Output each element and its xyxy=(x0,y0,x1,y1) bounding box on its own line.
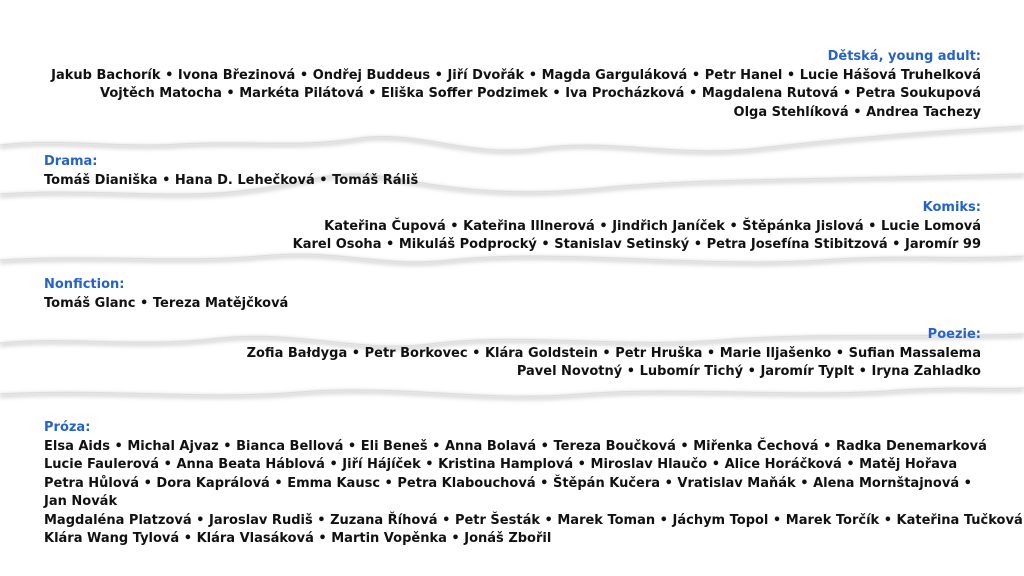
author-name: Markéta Pilátová xyxy=(239,86,364,101)
author-name: Ondřej Buddeus xyxy=(312,67,431,83)
name-line xyxy=(44,295,288,314)
bullet-separator: • xyxy=(157,172,175,188)
name-line xyxy=(247,345,981,364)
author-name: Petr Šesták xyxy=(454,512,540,528)
bullet-separator: • xyxy=(437,512,455,528)
author-name: Martin Vopěnka xyxy=(331,531,447,546)
bullet-separator: • xyxy=(707,457,725,472)
author-name: Ivona Březinová xyxy=(177,67,296,83)
bullet-separator: • xyxy=(818,438,836,454)
author-name: Petra Soukupová xyxy=(855,86,981,101)
bullet-separator: • xyxy=(218,438,237,454)
author-name: Kristina Hamplová xyxy=(438,457,574,472)
author-name: Matěj Hořava xyxy=(859,457,958,472)
author-name: Petra Klabouchová xyxy=(397,475,536,491)
author-name: Olga Stehlíková xyxy=(733,104,849,120)
name-list xyxy=(44,438,1024,549)
author-name: Lucie Hášová Truhelková xyxy=(799,67,981,83)
bullet-separator: • xyxy=(269,475,288,491)
bullet-separator: • xyxy=(547,86,566,101)
bullet-separator: • xyxy=(160,67,178,83)
author-name: Magdaléna Platzová xyxy=(44,512,192,528)
author-name: Michal Ajvaz xyxy=(127,438,219,454)
bullet-separator: • xyxy=(312,512,331,528)
bullet-separator: • xyxy=(687,67,705,83)
author-name: Vratislav Maňák xyxy=(677,475,796,491)
name-line xyxy=(44,172,418,191)
name-line xyxy=(44,530,1024,549)
author-name: Elsa Aids xyxy=(44,438,110,454)
author-name: Miroslav Hlaučo xyxy=(590,457,708,472)
bullet-separator: • xyxy=(702,345,720,361)
author-name: Iryna Zahladko xyxy=(871,364,981,379)
bullet-separator: • xyxy=(536,237,555,252)
bullet-separator: • xyxy=(743,364,761,379)
author-name: Petr Hanel xyxy=(704,67,783,83)
bullet-separator: • xyxy=(724,218,743,234)
author-name: Lucie Lomová xyxy=(881,218,981,234)
bullet-separator: • xyxy=(381,237,399,252)
author-name: Radka Denemarková xyxy=(835,438,987,454)
section-heading: Drama: xyxy=(44,154,98,169)
bullet-separator: • xyxy=(597,345,616,361)
bullet-separator: • xyxy=(191,512,210,528)
bullet-separator: • xyxy=(221,86,240,101)
bullet-separator: • xyxy=(139,475,157,491)
name-list xyxy=(293,218,981,255)
name-list xyxy=(247,345,981,382)
author-name: Petra Josefína Stibitzová xyxy=(706,237,888,252)
author-name: Tomáš Ráliš xyxy=(332,172,419,188)
section-komiks xyxy=(293,199,981,255)
author-name: Eliška Soffer Podzimek xyxy=(380,86,548,101)
bullet-separator: • xyxy=(622,364,640,379)
name-list xyxy=(44,295,288,314)
author-name: Alena Mornštajnová xyxy=(813,475,960,491)
name-list xyxy=(51,67,981,123)
author-name: Lubomír Tichý xyxy=(639,364,744,379)
section-drama xyxy=(44,153,418,190)
author-name: Petr Hruška xyxy=(615,345,703,361)
bullet-separator: • xyxy=(109,438,128,454)
author-name: Vojtěch Matocha xyxy=(100,86,222,101)
author-name: Jiří Dvořák xyxy=(447,67,525,83)
name-line xyxy=(44,438,1024,457)
author-name: Kateřina Čupová xyxy=(324,218,446,234)
section-heading: Próza: xyxy=(44,420,91,435)
author-name: Hana D. Lehečková xyxy=(174,172,315,188)
author-name: Tereza Matějčková xyxy=(152,295,289,311)
bullet-separator: • xyxy=(689,237,707,252)
author-name: Jaroslav Rudiš xyxy=(209,512,313,528)
author-name: Karel Osoha xyxy=(292,237,382,252)
bullet-separator: • xyxy=(831,345,849,361)
bullet-separator: • xyxy=(314,172,333,188)
bullet-separator: • xyxy=(313,531,332,546)
bullet-separator: • xyxy=(343,438,361,454)
bullet-separator: • xyxy=(347,345,365,361)
name-line xyxy=(293,236,981,255)
name-line xyxy=(51,104,981,123)
author-name: Alice Horáčková xyxy=(724,457,842,472)
author-name: Marie Iljašenko xyxy=(719,345,832,361)
name-line xyxy=(293,218,981,237)
bullet-separator: • xyxy=(295,67,313,83)
author-name: Kateřina Tučková xyxy=(896,512,1023,528)
author-name: Eli Beneš xyxy=(360,438,428,454)
bullet-separator: • xyxy=(179,531,197,546)
author-name: Tereza Boučková xyxy=(553,438,676,454)
bullet-separator: • xyxy=(535,475,553,491)
bullet-separator: • xyxy=(446,531,465,546)
bullet-separator: • xyxy=(539,512,558,528)
author-name: Petr Borkovec xyxy=(364,345,468,361)
author-name: Miřenka Čechová xyxy=(693,438,819,454)
section-poezie xyxy=(247,326,981,382)
bullet-separator: • xyxy=(420,457,439,472)
author-name: Petra Hůlová xyxy=(44,475,140,491)
bullet-separator: • xyxy=(536,438,554,454)
author-name: Jaromír 99 xyxy=(905,237,981,252)
bullet-separator: • xyxy=(879,512,897,528)
name-line xyxy=(247,363,981,382)
author-name: Jindřich Janíček xyxy=(612,218,725,234)
section-heading: Dětská, young adult: xyxy=(827,49,981,64)
author-name: Andrea Tachezy xyxy=(866,104,981,120)
bullet-separator: • xyxy=(380,475,398,491)
author-name: Jan Novák xyxy=(44,494,118,509)
section-heading: Nonfiction: xyxy=(44,277,125,292)
bullet-separator: • xyxy=(768,512,786,528)
bullet-separator: • xyxy=(159,457,177,472)
author-name: Magda Garguláková xyxy=(541,67,688,83)
bullet-separator: • xyxy=(467,345,485,361)
section-heading: Poezie: xyxy=(927,327,981,342)
author-name: Magdalena Rutová xyxy=(701,86,839,101)
author-name: Pavel Novotný xyxy=(516,364,623,379)
bullet-separator: • xyxy=(594,218,613,234)
bullet-separator: • xyxy=(854,364,872,379)
bullet-separator: • xyxy=(427,438,445,454)
bullet-separator: • xyxy=(887,237,906,252)
author-name: Mikuláš Podprocký xyxy=(398,237,537,252)
bullet-separator: • xyxy=(959,475,972,491)
bullet-separator: • xyxy=(684,86,702,101)
author-name: Klára Goldstein xyxy=(484,345,598,361)
bullet-separator: • xyxy=(524,67,542,83)
bullet-separator: • xyxy=(324,457,343,472)
bullet-separator: • xyxy=(848,104,867,120)
author-name: Jaromír Typlt xyxy=(760,364,855,379)
author-name: Lucie Faulerová xyxy=(44,457,160,472)
author-name: Jiří Hájíček xyxy=(342,457,421,472)
name-line xyxy=(51,85,981,104)
bullet-separator: • xyxy=(675,438,694,454)
author-name: Anna Bolavá xyxy=(444,438,537,454)
author-name: Sufian Massalema xyxy=(848,345,981,361)
bullet-separator: • xyxy=(841,457,860,472)
author-name: Stanislav Setinský xyxy=(554,237,690,252)
author-name: Tomáš Glanc xyxy=(44,295,136,311)
section-proza xyxy=(44,419,1024,549)
section-heading: Komiks: xyxy=(922,200,981,215)
section-detska xyxy=(51,48,981,122)
author-name: Tomáš Dianiška xyxy=(44,172,158,188)
name-line xyxy=(44,512,1024,531)
name-line xyxy=(51,67,981,86)
author-name: Anna Beata Háblová xyxy=(176,457,325,472)
author-name: Zofia Bałdyga xyxy=(246,345,348,361)
bullet-separator: • xyxy=(660,475,678,491)
author-name: Zuzana Říhová xyxy=(330,512,438,528)
bullet-separator: • xyxy=(655,512,673,528)
bullet-separator: • xyxy=(430,67,448,83)
name-line xyxy=(44,475,1024,512)
name-line xyxy=(44,456,1024,475)
section-nonfiction xyxy=(44,276,288,313)
author-name: Dora Kaprálová xyxy=(156,475,270,491)
bullet-separator: • xyxy=(782,67,800,83)
author-name: Emma Kausc xyxy=(287,475,381,491)
author-name: Kateřina Illnerová xyxy=(463,218,595,234)
author-name: Klára Wang Tylová xyxy=(44,531,180,546)
author-name: Jáchym Topol xyxy=(672,512,769,528)
bullet-separator: • xyxy=(135,295,153,311)
author-name: Iva Procházková xyxy=(565,86,685,101)
author-name: Jakub Bachorík xyxy=(51,67,161,83)
author-name: Marek Toman xyxy=(557,512,656,528)
author-name: Marek Torčík xyxy=(785,512,880,528)
bullet-separator: • xyxy=(863,218,882,234)
bullet-separator: • xyxy=(445,218,464,234)
author-name: Klára Vlasáková xyxy=(196,531,314,546)
author-name: Jonáš Zbořil xyxy=(464,531,552,546)
author-name: Štěpán Kučera xyxy=(552,475,661,491)
bullet-separator: • xyxy=(795,475,814,491)
name-list xyxy=(44,172,418,191)
bullet-separator: • xyxy=(573,457,591,472)
author-name: Štěpánka Jislová xyxy=(742,218,864,234)
bullet-separator: • xyxy=(363,86,381,101)
author-name: Bianca Bellová xyxy=(236,438,344,454)
bullet-separator: • xyxy=(838,86,856,101)
